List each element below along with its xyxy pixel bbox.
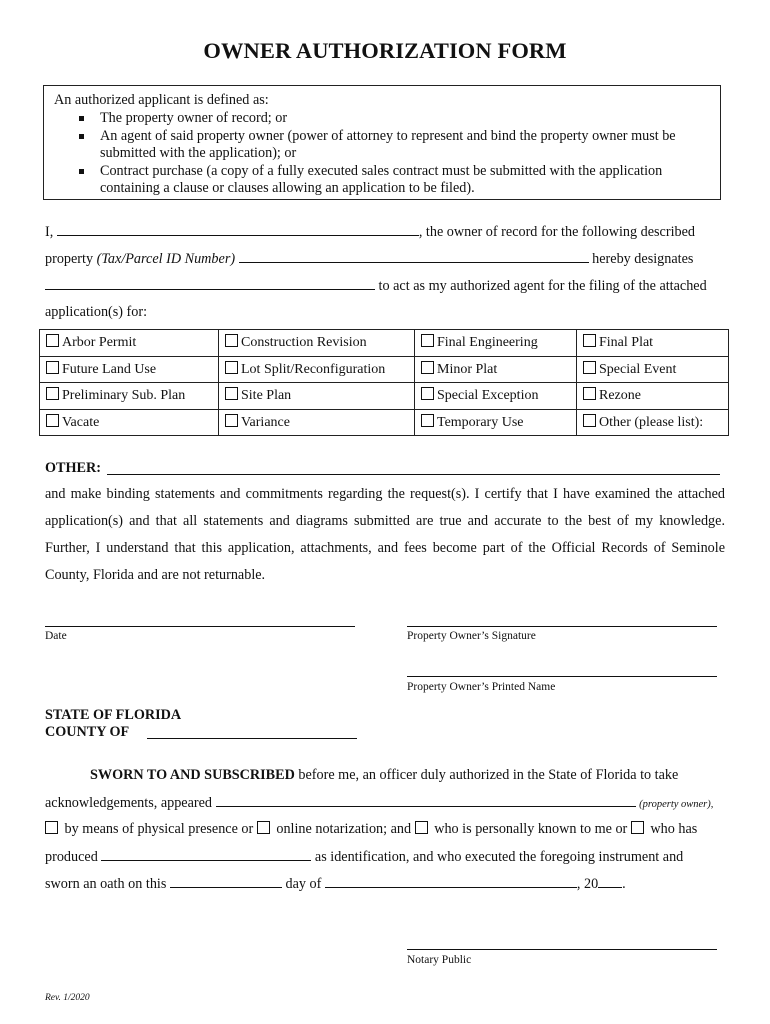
option-future-land-use[interactable]: Future Land Use xyxy=(40,356,219,383)
revision-label: Rev. 1/2020 xyxy=(45,993,90,1003)
option-other[interactable]: Other (please list): xyxy=(577,409,729,436)
option-special-exception[interactable]: Special Exception xyxy=(415,383,577,410)
checkbox-icon[interactable] xyxy=(583,414,596,427)
checkbox-icon[interactable] xyxy=(421,334,434,347)
option-special-event[interactable]: Special Event xyxy=(577,356,729,383)
checkbox-icon[interactable] xyxy=(225,334,238,347)
physical-presence-checkbox[interactable] xyxy=(45,821,58,834)
produced-id-checkbox[interactable] xyxy=(631,821,644,834)
parcel-id-field[interactable] xyxy=(239,250,589,263)
owner-signature-field[interactable] xyxy=(407,626,717,627)
other-field[interactable] xyxy=(107,474,720,475)
option-preliminary-sub-plan[interactable]: Preliminary Sub. Plan xyxy=(40,383,219,410)
checkbox-icon[interactable] xyxy=(583,361,596,374)
checkbox-icon[interactable] xyxy=(225,387,238,400)
owner-printed-name-field[interactable] xyxy=(407,676,717,677)
day-field[interactable] xyxy=(170,875,282,888)
option-minor-plat[interactable]: Minor Plat xyxy=(415,356,577,383)
table-row xyxy=(40,383,729,410)
agent-line: to act as my authorized agent for the filing of the attached xyxy=(45,277,707,295)
checkbox-icon[interactable] xyxy=(225,414,238,427)
option-final-plat[interactable]: Final Plat xyxy=(577,330,729,357)
month-field[interactable] xyxy=(325,875,577,888)
option-construction-revision[interactable]: Construction Revision xyxy=(219,330,415,357)
certification-paragraph: and make binding statements and commitments regarding the request(s). I certify that I have examined the attached application(s) and that all statements and diagrams submitted are true and accurate to the best of my knowledge. Further, I understand that this application, attachments, and fees become part of the Official Records of Seminole County, Florida and are not returnable. xyxy=(45,486,725,583)
acknowledgements-line: acknowledgements, appeared (property owner), xyxy=(45,795,714,811)
applicant-definition-box xyxy=(43,85,721,200)
state-heading: STATE OF FLORIDA xyxy=(45,707,182,723)
option-lot-split[interactable]: Lot Split/Reconfiguration xyxy=(219,356,415,383)
table-row xyxy=(40,409,729,436)
option-rezone[interactable]: Rezone xyxy=(577,383,729,410)
notary-public-label: Notary Public xyxy=(407,954,472,966)
definition-item-agent: An agent of said property owner (power of attorney to represent and bind the property owner must be submitted with the application); or xyxy=(44,128,720,163)
means-line: by means of physical presence or online notarization; and who is personally known to me or who has xyxy=(45,821,697,838)
option-variance[interactable]: Variance xyxy=(219,409,415,436)
definition-item-owner: The property owner of record; or xyxy=(44,110,720,128)
checkbox-icon[interactable] xyxy=(225,361,238,374)
definition-item-contract: Contract purchase (a copy of a fully executed sales contract must be submitted with the application containing a clause or clauses allowing an application to be filed). xyxy=(44,163,720,198)
form-title: OWNER AUTHORIZATION FORM xyxy=(203,38,567,63)
county-field[interactable] xyxy=(147,738,357,739)
option-site-plan[interactable]: Site Plan xyxy=(219,383,415,410)
identification-field[interactable] xyxy=(101,848,311,861)
checkbox-icon[interactable] xyxy=(421,361,434,374)
owner-name-field[interactable] xyxy=(57,223,419,236)
notary-signature-field[interactable] xyxy=(407,949,717,950)
checkbox-icon[interactable] xyxy=(46,361,59,374)
checkbox-icon[interactable] xyxy=(421,387,434,400)
definition-list xyxy=(44,110,720,198)
date-label: Date xyxy=(45,630,67,642)
option-arbor-permit[interactable]: Arbor Permit xyxy=(40,330,219,357)
checkbox-icon[interactable] xyxy=(583,334,596,347)
option-temporary-use[interactable]: Temporary Use xyxy=(415,409,577,436)
option-vacate[interactable]: Vacate xyxy=(40,409,219,436)
option-final-engineering[interactable]: Final Engineering xyxy=(415,330,577,357)
produced-line: produced as identification, and who executed the foregoing instrument and xyxy=(45,849,684,865)
application-type-table xyxy=(39,329,729,436)
appeared-name-field[interactable] xyxy=(216,794,636,807)
definition-intro: An authorized applicant is defined as: xyxy=(54,92,269,108)
checkbox-icon[interactable] xyxy=(421,414,434,427)
county-heading: COUNTY OF xyxy=(45,724,130,740)
square-bullet-icon xyxy=(79,116,84,121)
personally-known-checkbox[interactable] xyxy=(415,821,428,834)
table-row xyxy=(40,356,729,383)
checkbox-icon[interactable] xyxy=(46,387,59,400)
year-field[interactable] xyxy=(598,875,622,888)
agent-name-field[interactable] xyxy=(45,277,375,290)
owner-signature-label: Property Owner’s Signature xyxy=(407,630,536,642)
sworn-line: SWORN TO AND SUBSCRIBED before me, an officer duly authorized in the State of Florida to take xyxy=(90,767,679,783)
owner-line: I, , the owner of record for the following described xyxy=(45,224,695,240)
applications-for-label: application(s) for: xyxy=(45,304,148,320)
owner-printed-name-label: Property Owner’s Printed Name xyxy=(407,681,556,693)
property-line: property (Tax/Parcel ID Number) hereby designates xyxy=(45,251,694,267)
square-bullet-icon xyxy=(79,169,84,174)
checkbox-icon[interactable] xyxy=(583,387,596,400)
checkbox-icon[interactable] xyxy=(46,334,59,347)
other-label: OTHER: xyxy=(45,460,101,476)
date-field[interactable] xyxy=(45,626,355,627)
square-bullet-icon xyxy=(79,134,84,139)
table-row xyxy=(40,330,729,357)
online-notarization-checkbox[interactable] xyxy=(257,821,270,834)
checkbox-icon[interactable] xyxy=(46,414,59,427)
oath-line: sworn an oath on this day of , 20 . xyxy=(45,876,626,892)
